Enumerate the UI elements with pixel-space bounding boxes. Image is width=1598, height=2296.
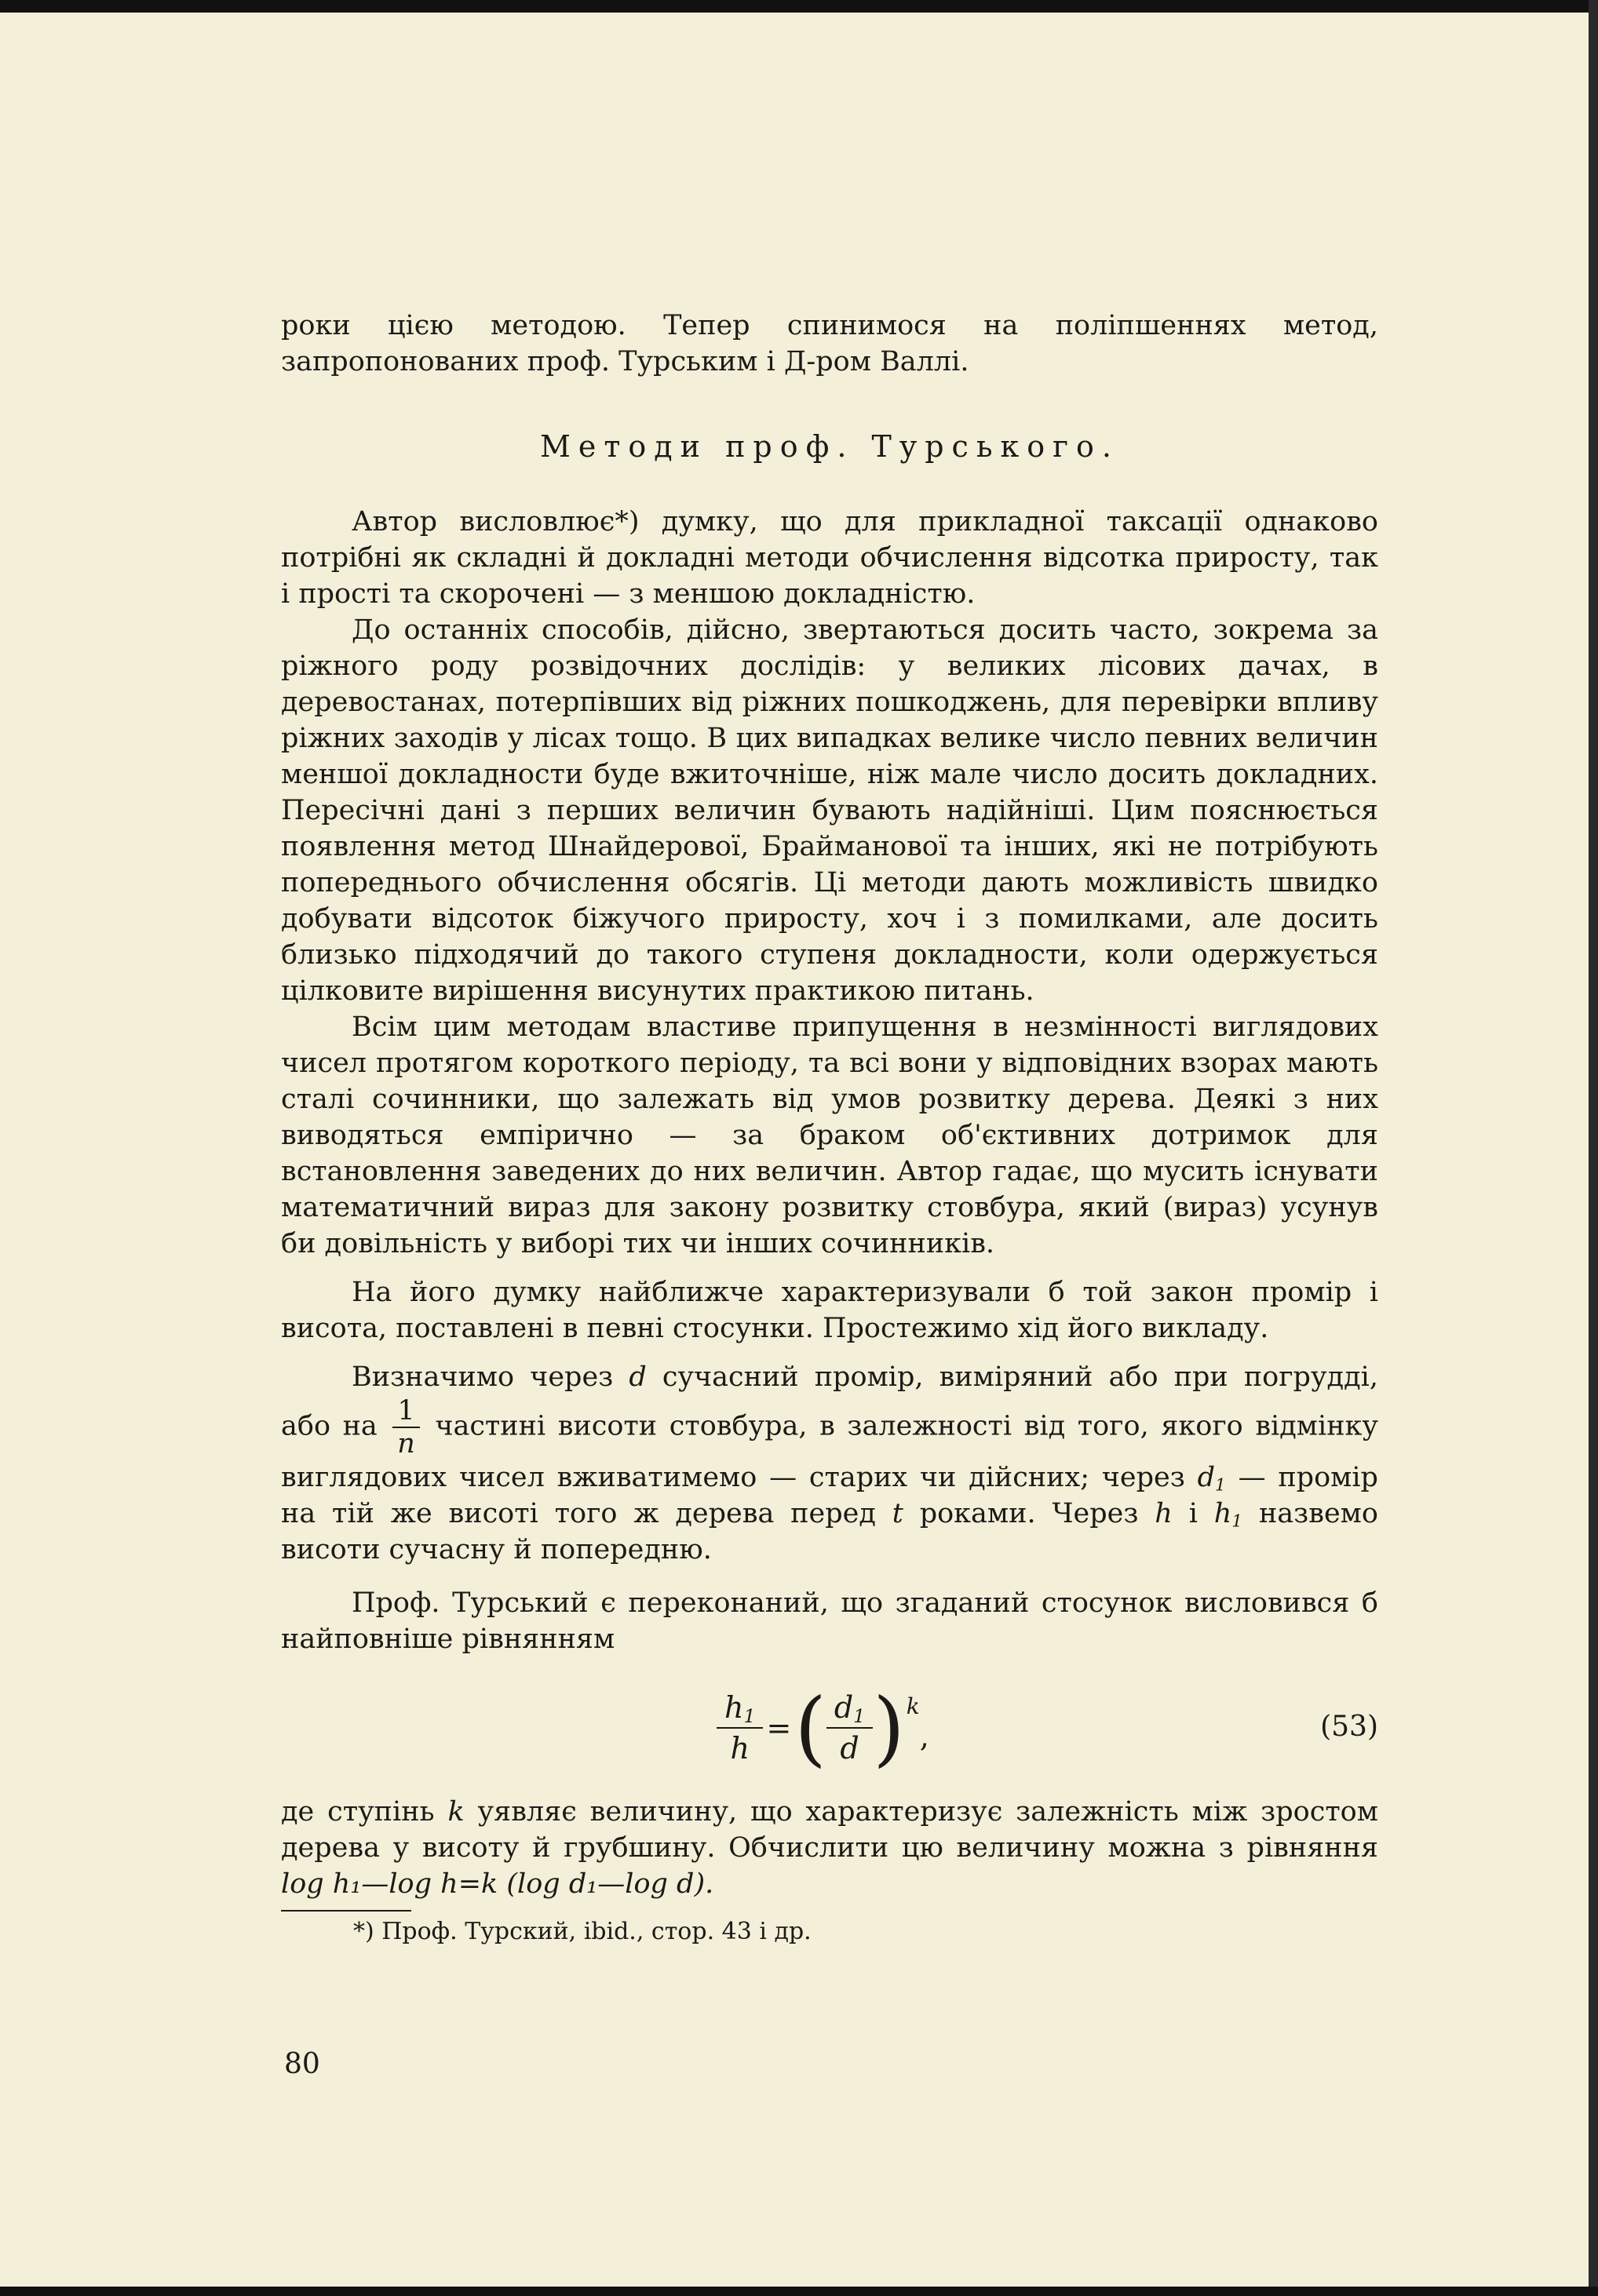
lhs-numerator: $h_1$ bbox=[717, 1688, 763, 1729]
equation-53 bbox=[281, 1678, 1378, 1778]
fraction-one-over-n bbox=[392, 1395, 419, 1460]
formula-equals: = bbox=[766, 1711, 792, 1745]
rhs-denominator: d bbox=[840, 1731, 859, 1766]
formula-exponent: k bbox=[906, 1693, 920, 1719]
p5-text-a: Визначимо через bbox=[352, 1361, 614, 1393]
var-k: k bbox=[447, 1796, 465, 1828]
paragraph-3: Всім цим методам властиве припущення в незмінності виглядових чисел протягом короткого періоду, та всі вони у відповідних взорах мають сталі сочинники, що залежать від умов розвитку дерева. Деякі з них виводяться емпірично — за браком об'єктивних дотримок для встановлення заведених до них величин. Автор гадає, що мусить існувати математичний вираз для закону розвитку стовбура, який (вираз) усунув би довільність у виборі тих чи інших сочинників. bbox=[281, 1011, 1378, 1259]
var-d: d bbox=[629, 1361, 647, 1393]
p5-text-g: і bbox=[1188, 1498, 1198, 1529]
p5-text-b: сучасний промір, виміряний або при погрудді, або на bbox=[281, 1361, 1378, 1442]
footnote-rule bbox=[281, 1910, 411, 1912]
rhs-numerator: $d_1$ bbox=[826, 1688, 873, 1729]
footnote: *) Проф. Турский, ibid., стор. 43 і др. bbox=[353, 1918, 812, 1945]
formula-lhs-fraction bbox=[717, 1688, 763, 1768]
continuation-paragraph: роки цією методою. Тепер спинимося на поліпшеннях метод, запропонованих проф. Турським і Д-ром Валлі. bbox=[281, 310, 1378, 377]
right-paren: ) bbox=[873, 1680, 905, 1776]
p7-text-a: де ступінь bbox=[281, 1796, 435, 1828]
paragraph-7 bbox=[281, 1794, 1378, 1902]
p5-text-e: — промір на тій же висоті того ж дерева перед bbox=[281, 1462, 1378, 1529]
formula-body bbox=[717, 1678, 929, 1778]
paragraph-6: Проф. Турський є переконаний, що згаданий стосунок висловився б найповніше рівнянням bbox=[281, 1587, 1378, 1655]
p5-text-i: назвемо висоти сучасну й попередню. bbox=[281, 1498, 1378, 1565]
left-paren: ( bbox=[794, 1680, 826, 1776]
paragraph-4: На його думку найближче характеризували б той закон промір і висота, поставлені в певні стосунки. Простежимо хід його викладу. bbox=[281, 1277, 1378, 1344]
paragraph-5 bbox=[281, 1359, 1378, 1568]
var-h1: $h_1$ bbox=[1213, 1498, 1243, 1532]
paragraph-1: Автор висловлює*) думку, що для прикладної таксації однаково потрібні як складні й докладні методи обчислення відсотка приросту, так і прості та скорочені — з меншою докладністю. bbox=[281, 506, 1378, 610]
var-h: h bbox=[1155, 1498, 1173, 1529]
var-t: t bbox=[892, 1498, 903, 1529]
fraction-numerator: 1 bbox=[392, 1395, 419, 1428]
fraction-denominator: n bbox=[397, 1428, 415, 1460]
p7-text-b: уявляє величину, що характеризує залежність між зростом дерева у висоту й грубшину. Обчислити цю величину можна з рівняння bbox=[281, 1796, 1378, 1864]
p5-text-c: частині висоти стовбура, в залежності від того, якого відмінку виглядових чисел вживатимемо — старих чи дійсних; через bbox=[281, 1410, 1378, 1493]
scan-border-bottom bbox=[0, 2287, 1598, 2296]
equation-number: (53) bbox=[1320, 1711, 1378, 1743]
scan-border-top bbox=[0, 0, 1598, 13]
p5-text-f: роками. Через bbox=[919, 1498, 1139, 1529]
var-d1: $d_1$ bbox=[1197, 1462, 1226, 1496]
page-text bbox=[281, 308, 1378, 1948]
formula-rhs-fraction bbox=[826, 1688, 873, 1768]
formula-comma: , bbox=[919, 1719, 929, 1754]
section-heading: Методи проф. Турського. bbox=[539, 429, 1120, 464]
lhs-denominator: h bbox=[730, 1731, 750, 1766]
scan-border-right bbox=[1589, 0, 1598, 2296]
page-number: 80 bbox=[284, 2048, 320, 2080]
log-equation: log h₁—log h=k (log d₁—log d). bbox=[281, 1868, 714, 1900]
paragraph-2: До останніх способів, дійсно, звертаються досить часто, зокрема за ріжного роду розвідочних дослідів: у великих лісових дачах, в деревостанах, потерпівших від ріжних пошкоджень, для перевірки впливу ріжних заходів у лісах тощо. В цих випадках велике число певних величин меншої докладности буде вжиточніше, ніж мале число досить докладних. Пересічні дані з перших величин бувають надійніші. Цим пояснюється появлення метод Шнайдерової, Брайманової та інших, які не потрібують попереднього обчислення обсягів. Ці методи дають можливість швидко добувати відсоток біжучого приросту, хоч і з помилками, але досить близько підходячий до такого ступеня докладности, коли одержується цілковите вирішення висунутих практикою питань. bbox=[281, 614, 1378, 1007]
